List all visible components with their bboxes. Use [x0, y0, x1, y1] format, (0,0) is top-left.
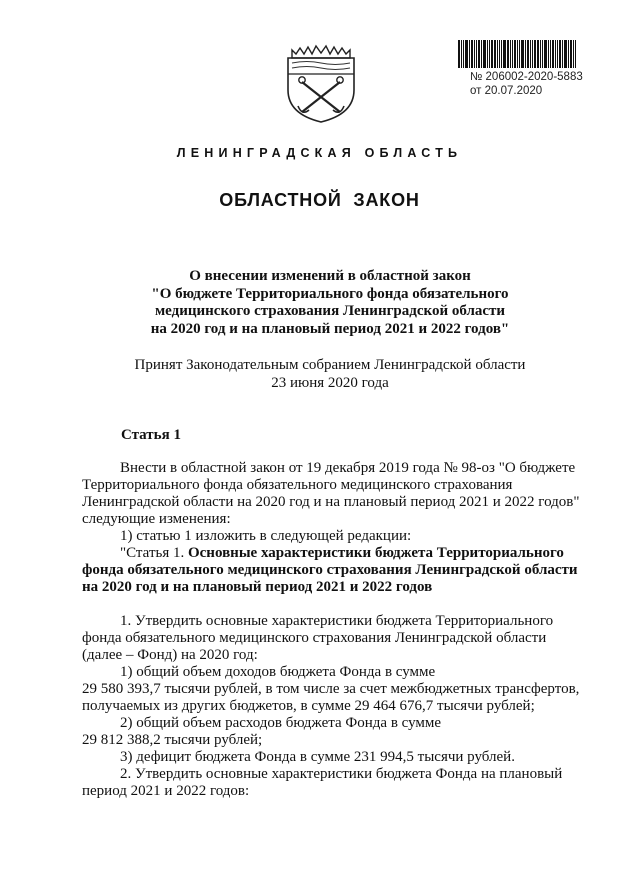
barcode-bar: [544, 40, 547, 68]
barcode-bar: [542, 40, 543, 68]
barcode-bar: [481, 40, 482, 68]
barcode-bar: [483, 40, 486, 68]
adoption-line: Принят Законодательным собранием Ленинградской области: [134, 357, 526, 373]
amendment-item: 1) статью 1 изложить в следующей редакции:: [120, 528, 412, 544]
law-heading: [60, 268, 600, 338]
barcode-bar: [463, 40, 464, 68]
adoption-note: [60, 357, 600, 392]
registration-date: от 20.07.2020: [470, 85, 543, 97]
barcode-bar: [550, 40, 551, 68]
barcode-bar: [458, 40, 460, 68]
barcode-bar: [474, 40, 475, 68]
barcode-bar: [471, 40, 473, 68]
barcode-bar: [573, 40, 574, 68]
barcode-bar: [476, 40, 477, 68]
barcode-bar: [517, 40, 518, 68]
quote-line: на 2020 год и на плановый период 2021 и 2022 годов: [82, 579, 433, 595]
barcode-bar: [501, 40, 502, 68]
paragraph-1-line: 1. Утвердить основные характеристики бюджета Территориального: [120, 613, 554, 629]
barcode-bar: [559, 40, 561, 68]
intro-line: Внести в областной закон от 19 декабря 2019 года № 98-оз "О бюджете: [120, 460, 576, 476]
intro-line: следующие изменения:: [82, 511, 231, 527]
registration-info: [470, 70, 583, 98]
law-heading-line: на 2020 год и на плановый период 2021 и 2022 годов": [150, 320, 510, 337]
barcode-bar: [497, 40, 498, 68]
barcode-bar: [527, 40, 529, 68]
barcode-bar: [568, 40, 569, 68]
paragraph-2-line: 2. Утвердить основные характеристики бюджета Фонда на плановый: [120, 766, 563, 782]
barcode-bar: [555, 40, 556, 68]
region-name: ЛЕНИНГРАДСКАЯ ОБЛАСТЬ: [176, 146, 463, 160]
quote-line: фонда обязательного медицинского страхования Ленинградской области: [82, 562, 578, 578]
barcode-bar: [478, 40, 480, 68]
law-heading-line: "О бюджете Территориального фонда обязательного: [151, 285, 509, 302]
barcode: [458, 40, 598, 68]
subitem-1-line: 1) общий объем доходов бюджета Фонда в сумме: [120, 664, 436, 680]
barcode-bar: [510, 40, 511, 68]
barcode-bar: [514, 40, 516, 68]
barcode-bar: [525, 40, 526, 68]
barcode-bar: [540, 40, 541, 68]
intro-line: Ленинградской области на 2020 год и на плановый период 2021 и 2022 годов": [82, 494, 580, 510]
barcode-bar: [503, 40, 506, 68]
registration-number: № 206002-2020-5883: [470, 71, 583, 83]
law-type-title: ОБЛАСТНОЙ ЗАКОН: [219, 190, 420, 210]
barcode-bar: [564, 40, 567, 68]
barcode-bar: [570, 40, 572, 68]
barcode-bar: [537, 40, 539, 68]
intro-line: Территориального фонда обязательного медицинского страхования: [82, 477, 513, 493]
barcode-bar: [532, 40, 533, 68]
barcode-bar: [548, 40, 549, 68]
adoption-date: 23 июня 2020 года: [271, 374, 389, 391]
subitem-2-line: 2) общий объем расходов бюджета Фонда в сумме: [120, 715, 442, 731]
barcode-bar: [461, 40, 462, 68]
quote-bold-text: Основные характеристики бюджета Территориального: [187, 545, 564, 561]
subitem-2-line: 29 812 388,2 тысячи рублей;: [82, 732, 263, 748]
article-heading: Статья 1: [121, 427, 181, 443]
coat-of-arms-emblem: [282, 44, 360, 124]
barcode-bar: [507, 40, 509, 68]
subitem-3-line: 3) дефицит бюджета Фонда в сумме 231 994,5 тысячи рублей.: [120, 749, 515, 765]
subitem-1-line: 29 580 393,7 тысячи рублей, в том числе за счет межбюджетных трансфертов,: [82, 681, 580, 697]
barcode-bar: [519, 40, 520, 68]
paragraph-1-line: (далее – Фонд) на 2020 год:: [82, 647, 258, 663]
barcode-bar: [512, 40, 513, 68]
subitem-1-line: получаемых из других бюджетов, в сумме 29 464 676,7 тысячи рублей;: [82, 698, 535, 714]
paragraph-1-line: фонда обязательного медицинского страхования Ленинградской области: [82, 630, 547, 646]
barcode-bar: [487, 40, 488, 68]
law-heading-line: О внесении изменений в областной закон: [189, 268, 471, 284]
barcode-bar: [494, 40, 496, 68]
quote-prefix: "Статья 1.: [120, 545, 188, 561]
barcode-bar: [530, 40, 531, 68]
article-body: [82, 460, 600, 800]
barcode-bar: [469, 40, 470, 68]
barcode-bar: [534, 40, 536, 68]
barcode-bar: [465, 40, 468, 68]
barcode-bar: [552, 40, 554, 68]
quote-line: [82, 545, 600, 562]
law-heading-line: медицинского страхования Ленинградской области: [154, 303, 506, 319]
barcode-bar: [575, 40, 576, 68]
barcode-bar: [489, 40, 490, 68]
barcode-bar: [521, 40, 524, 68]
barcode-bar: [491, 40, 493, 68]
barcode-bar: [499, 40, 500, 68]
paragraph-2-line: период 2021 и 2022 годов:: [82, 783, 250, 799]
barcode-bar: [557, 40, 558, 68]
barcode-bar: [562, 40, 563, 68]
